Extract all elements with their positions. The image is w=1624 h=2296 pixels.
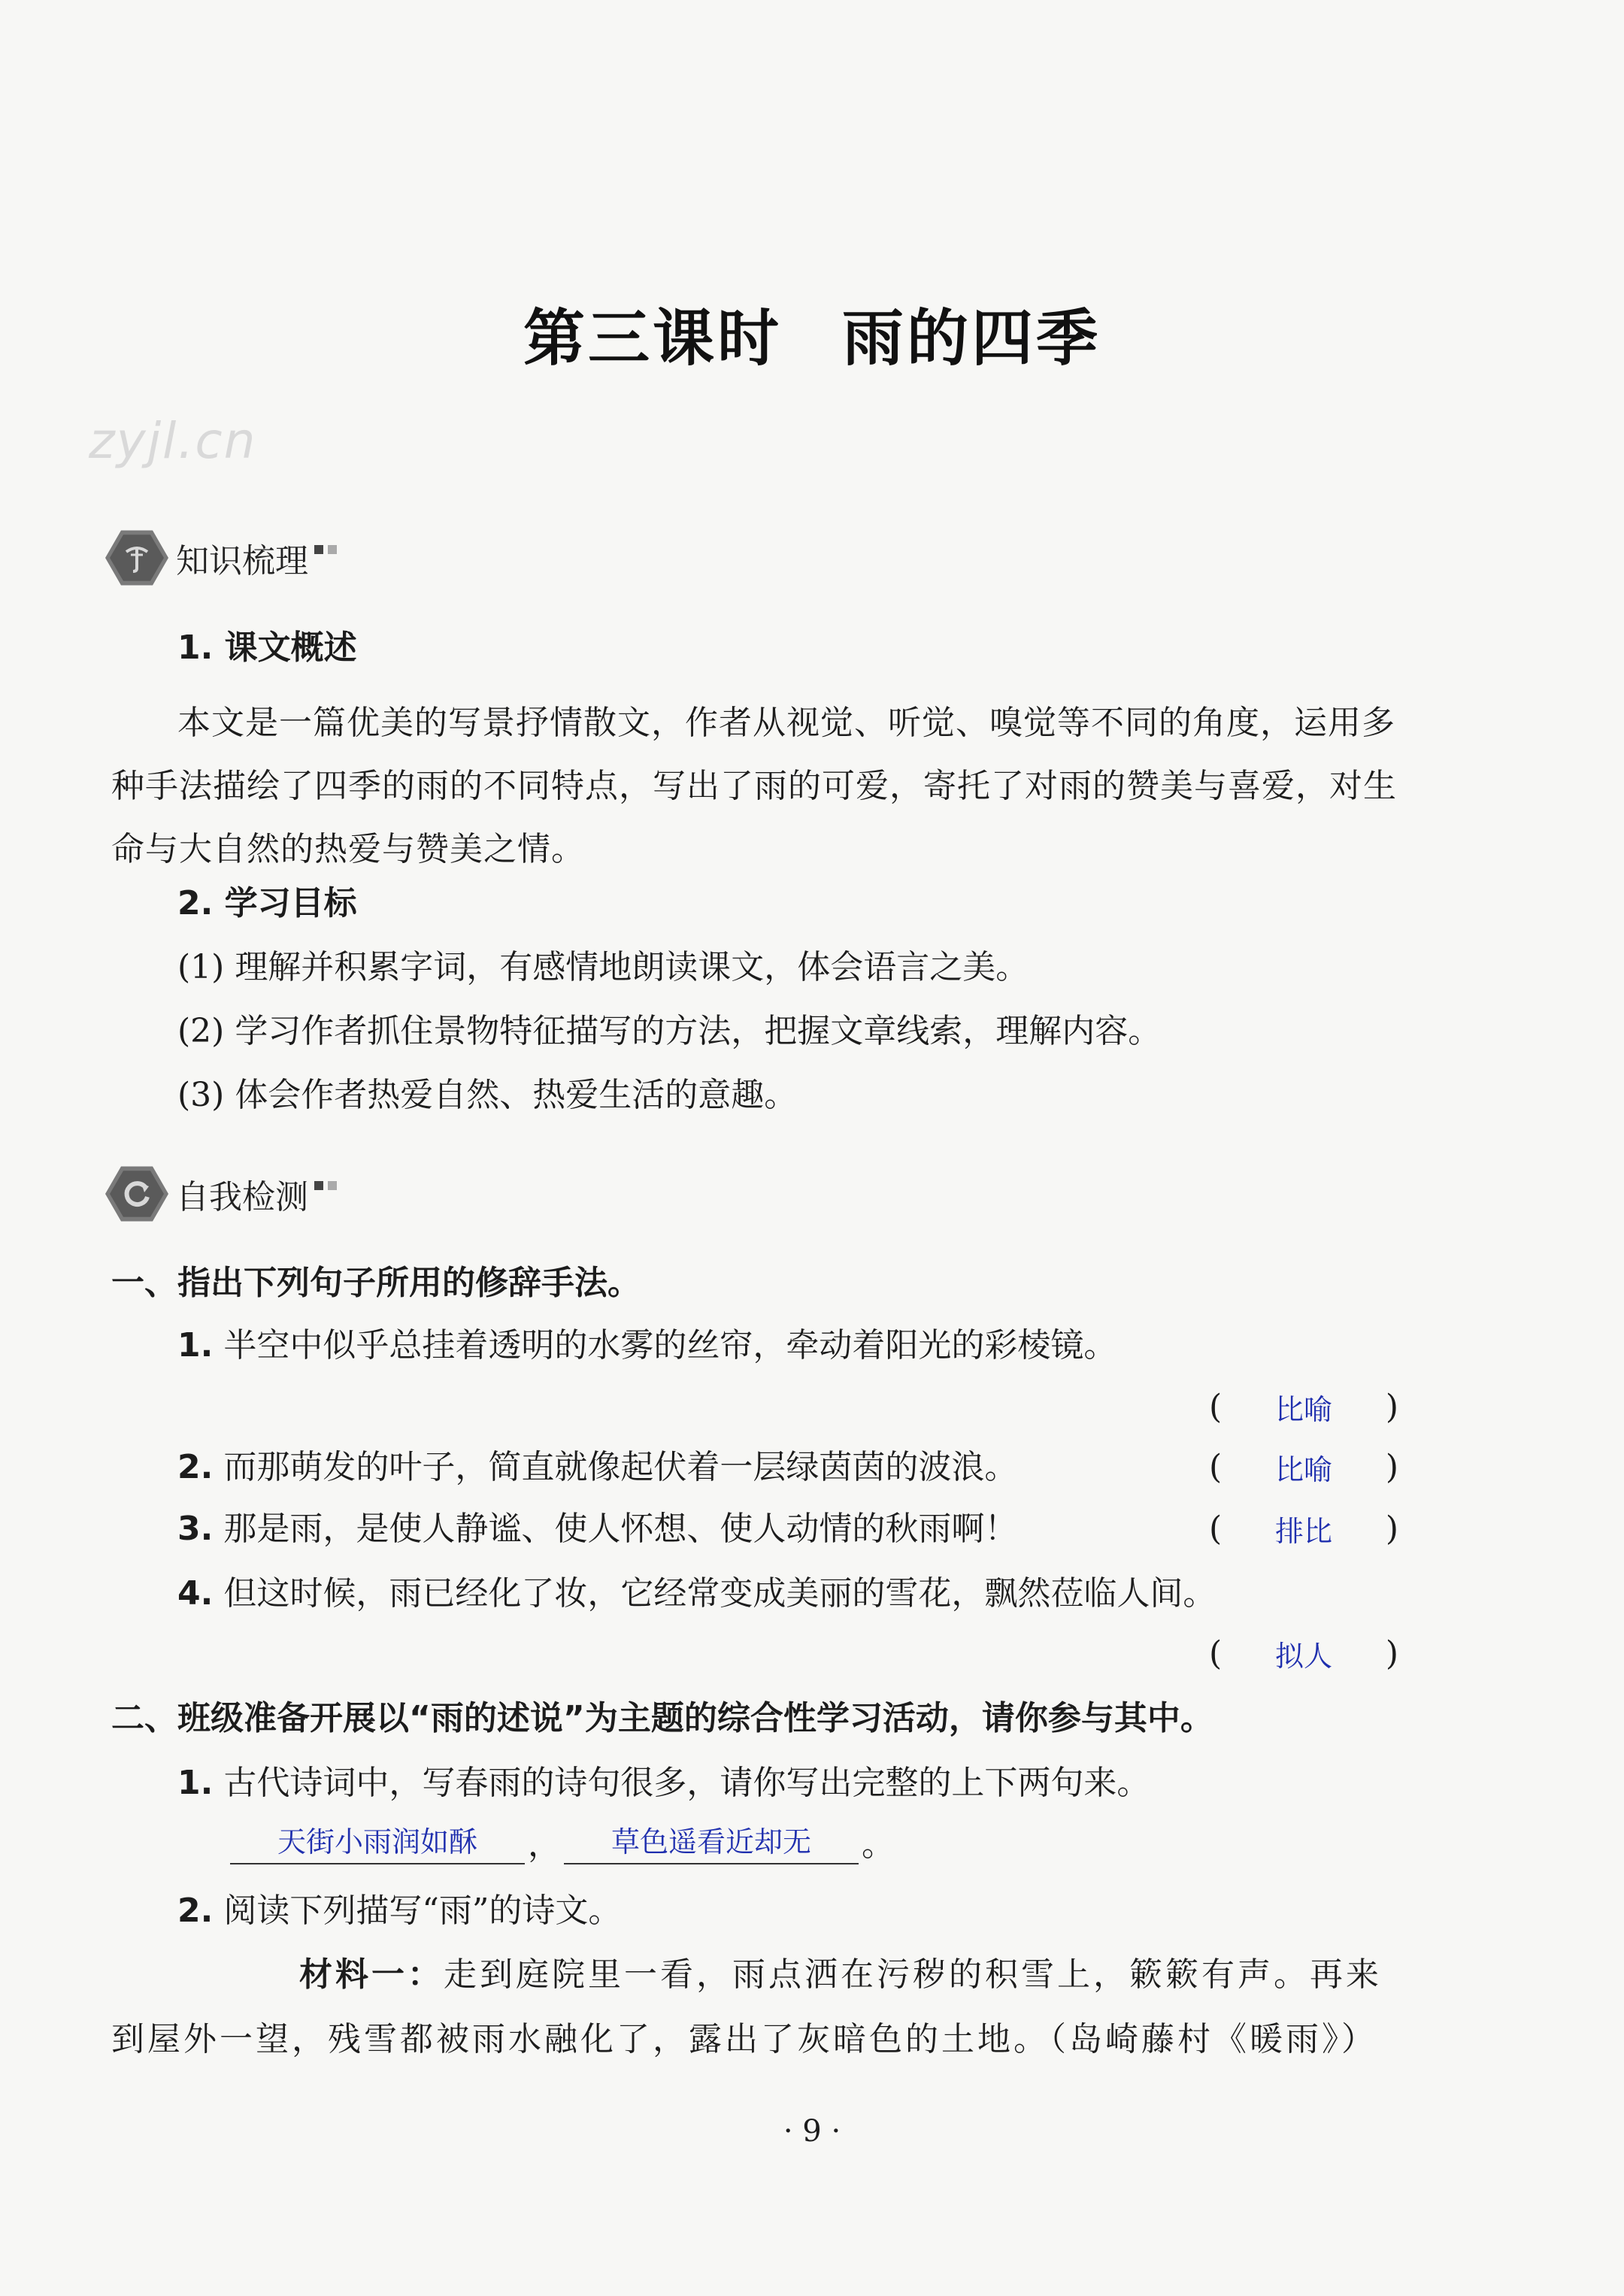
decor-squares <box>314 1181 337 1190</box>
knowledge-icon <box>105 529 168 586</box>
answer-text: 比喻 <box>1274 1453 1332 1486</box>
question2-heading: 二、班级准备开展以“雨的述说”为主题的综合性学习活动，请你参与其中。 <box>111 1699 1213 1737</box>
goal-item: (2) 学习作者抓住景物特征描写的方法，把握文章线索，理解内容。 <box>177 1012 1162 1050</box>
page-number: · 9 · <box>783 2114 841 2149</box>
answer-text: 排比 <box>1274 1515 1332 1548</box>
question-item: 3. 那是雨，是使人静谧、使人怀想、使人动情的秋雨啊！ <box>177 1510 1018 1548</box>
question-item: 4. 但这时候，雨已经化了妆，它经常变成美丽的雪花，飘然莅临人间。 <box>177 1574 1216 1613</box>
question1-heading: 一、指出下列句子所用的修辞手法。 <box>111 1264 641 1302</box>
answer-slot: ( 比喻 ) <box>1209 1448 1398 1486</box>
overview-paragraph: 本文是一篇优美的写景抒情散文，作者从视觉、听觉、嗅觉等不同的角度，运用多种手法描绘了四季的雨的不同特点，写出了雨的可爱，寄托了对雨的赞美与喜爱，对生命与大自然的热爱与赞美之情。 <box>111 704 1397 868</box>
question-item: 1. 古代诗词中，写春雨的诗句很多，请你写出完整的上下两句来。 <box>177 1764 1150 1802</box>
lesson-title: 雨的四季 <box>842 303 1101 374</box>
goal-item: (3) 体会作者热爱自然、热爱生活的意趣。 <box>177 1076 798 1114</box>
material-label: 材料一： <box>299 1955 444 1994</box>
question-item: 1. 半空中似乎总挂着透明的水雾的丝帘，牵动着阳光的彩棱镜。 <box>177 1326 1117 1365</box>
poem-answer-line: 天街小雨润如酥 ， 草色遥看近却无 。 <box>230 1821 895 1864</box>
material-text: 走到庭院里一看，雨点洒在污秽的积雪上，簌簌有声。再来到屋外一望，残雪都被雨水融化了，露出了灰暗色的土地。（岛崎藤村《暖雨》） <box>111 1955 1382 2058</box>
answer-text: 拟人 <box>1274 1640 1332 1673</box>
watermark-text: zyjl.cn <box>89 412 257 470</box>
goals-heading: 2. 学习目标 <box>177 884 357 922</box>
answer-blank-2: 草色遥看近却无 <box>564 1821 859 1864</box>
lesson-number: 第三课时 <box>523 303 782 374</box>
answer-text: 比喻 <box>1274 1393 1332 1426</box>
refresh-icon <box>105 1165 168 1222</box>
section-label: 自我检测 <box>176 1178 308 1216</box>
page-title <box>0 289 1624 377</box>
decor-squares <box>314 545 337 554</box>
answer-slot: ( 拟人 ) <box>1209 1634 1398 1673</box>
answer-blank-1: 天街小雨润如酥 <box>230 1821 525 1864</box>
section-header-knowledge <box>105 528 337 588</box>
section-label: 知识梳理 <box>176 542 308 580</box>
section-header-selftest <box>105 1164 337 1224</box>
material-one <box>111 1943 1404 2072</box>
question-item: 2. 而那萌发的叶子，简直就像起伏着一层绿茵茵的波浪。 <box>177 1448 1018 1486</box>
question-item: 2. 阅读下列描写“雨”的诗文。 <box>177 1892 622 1930</box>
answer-slot: ( 比喻 ) <box>1209 1388 1398 1426</box>
overview-heading: 1. 课文概述 <box>177 629 357 667</box>
goal-item: (1) 理解并积累字词，有感情地朗读课文，体会语言之美。 <box>177 948 1029 986</box>
answer-slot: ( 排比 ) <box>1209 1510 1398 1548</box>
